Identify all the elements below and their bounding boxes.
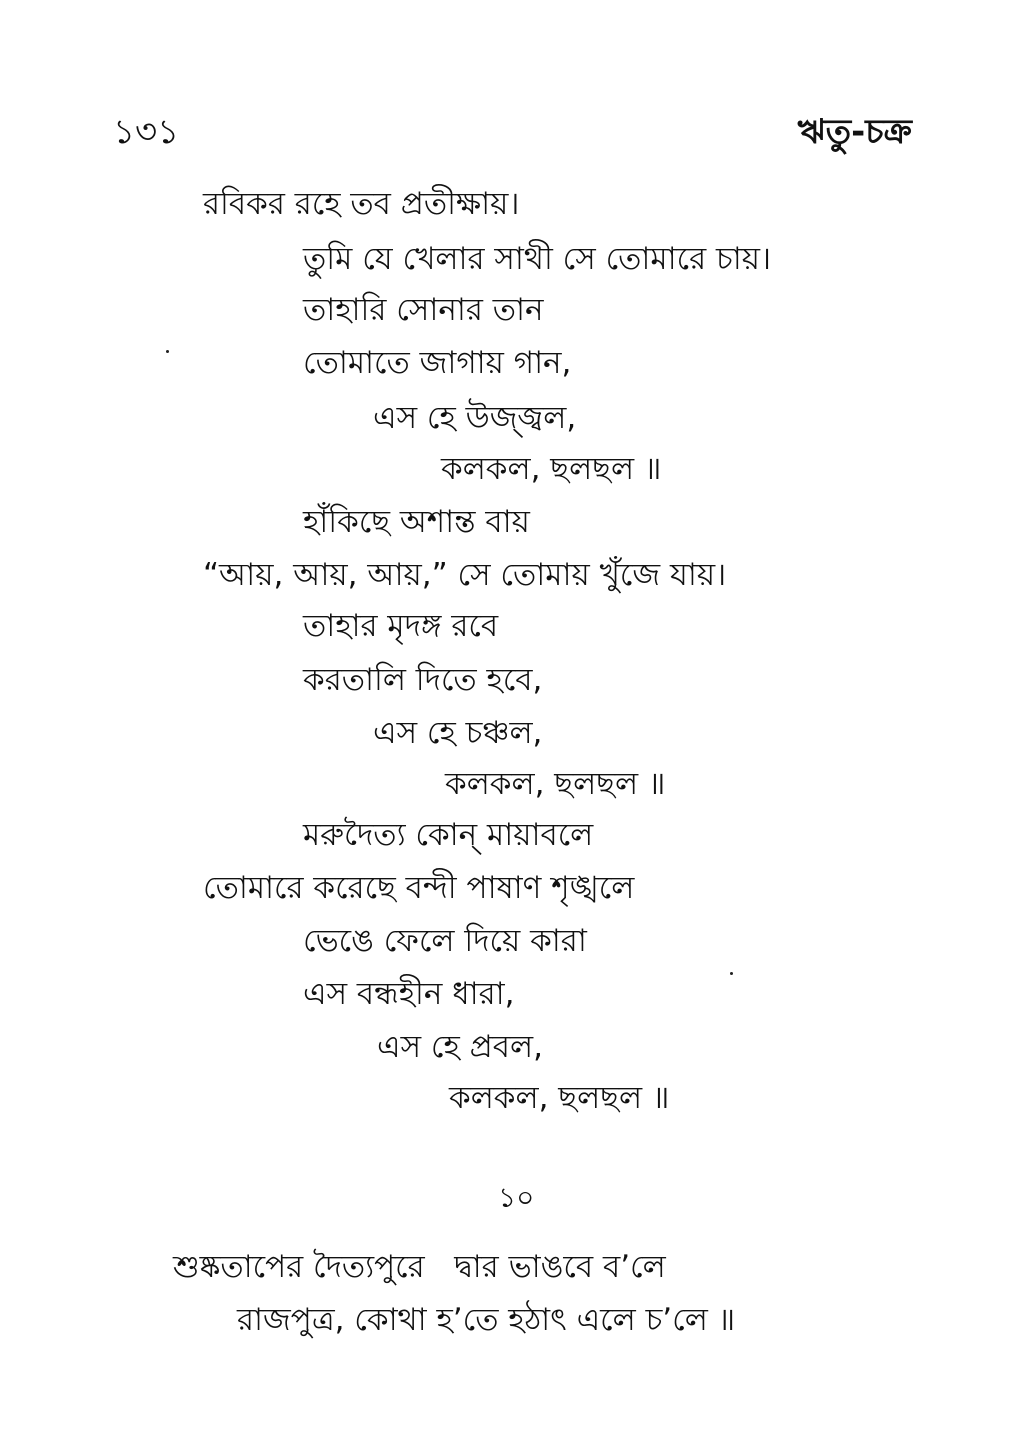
poem-line: এস বন্ধহীন ধারা, <box>303 976 515 1012</box>
poem-line: তোমারে করেছে বন্দী পাষাণ শৃঙ্খলে <box>203 870 635 906</box>
running-title: ঋতু-চক্র <box>797 112 912 152</box>
poem-line: তাহারি সোনার তান <box>303 292 544 328</box>
page-number: ১৩১ <box>113 112 180 152</box>
poem-line: এস হে উজ্জ্বল, <box>373 400 577 436</box>
poem-line: তোমাতে জাগায় গান, <box>303 345 572 381</box>
poem-refrain: কলকল, ছলছল ॥ <box>449 1080 670 1116</box>
print-speck <box>166 350 169 353</box>
poem-line: হাঁকিছে অশান্ত বায় <box>303 504 530 540</box>
poem-line: করতালি দিতে হবে, <box>303 662 543 698</box>
poem-line: ভেঙে ফেলে দিয়ে কারা <box>303 923 587 959</box>
poem-line: “আয়, আয়, আয়,” সে তোমায় খুঁজে যায়। <box>203 557 727 593</box>
poem-line: শুষ্কতাপের দৈত্যপুরে দ্বার ভাঙবে ব’লে <box>173 1249 666 1285</box>
poem-line: মরুদৈত্য কোন্ মায়াবলে <box>303 817 594 853</box>
section-number: ১০ <box>498 1181 535 1214</box>
print-speck <box>730 972 733 975</box>
poem-line: রাজপুত্র, কোথা হ’তে হঠাৎ এলে চ’লে ॥ <box>237 1302 736 1338</box>
poem-line: তাহার মৃদঙ্গ রবে <box>303 608 499 644</box>
poem-refrain: কলকল, ছলছল ॥ <box>445 766 666 802</box>
poem-line: রবিকর রহে তব প্রতীক্ষায়। <box>203 186 520 222</box>
poem-line: এস হে প্রবল, <box>377 1029 543 1065</box>
poem-line: এস হে চঞ্চল, <box>373 715 543 751</box>
poem-line: তুমি যে খেলার সাথী সে তোমারে চায়। <box>303 241 772 277</box>
poem-refrain: কলকল, ছলছল ॥ <box>441 451 662 487</box>
